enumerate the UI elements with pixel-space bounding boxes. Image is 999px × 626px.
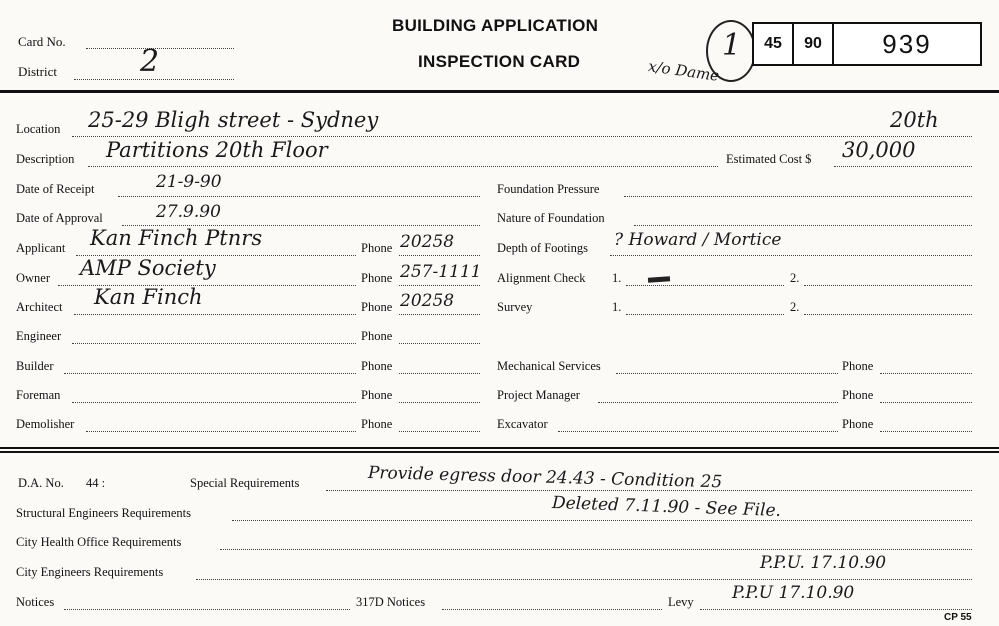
levy-line — [700, 609, 972, 610]
foreman-label: Foreman — [16, 388, 61, 402]
nature-foundation-line — [634, 225, 972, 226]
district-line — [74, 79, 234, 80]
engineer-phone-line — [399, 343, 480, 344]
header-hand-note: x/o Dame — [647, 57, 721, 85]
da-no-value: 44 : — [86, 476, 106, 490]
survey-line-1 — [626, 314, 784, 315]
applicant-phone-line — [399, 255, 480, 256]
floor-note: 20th — [890, 108, 939, 132]
nature-foundation-label: Nature of Foundation — [497, 211, 605, 225]
foreman-phone-line — [399, 402, 480, 403]
builder-phone-label: Phone — [361, 359, 393, 373]
demolisher-label: Demolisher — [16, 417, 75, 431]
architect-phone-label: Phone — [361, 300, 393, 314]
date-approval-label: Date of Approval — [16, 211, 103, 225]
estimated-cost-label: Estimated Cost $ — [726, 152, 812, 166]
city-eng-value: P.P.U. 17.10.90 — [760, 553, 887, 573]
owner-phone-value: 257-1111 — [400, 262, 482, 282]
depth-footings-value: ? Howard / Mortice — [614, 230, 782, 250]
date-approval-value: 27.9.90 — [156, 202, 221, 222]
owner-value: AMP Society — [80, 256, 216, 280]
project-manager-phone-label: Phone — [842, 388, 874, 402]
applicant-label: Applicant — [16, 241, 66, 255]
survey-label: Survey — [497, 300, 533, 314]
depth-footings-line — [610, 255, 972, 256]
card-number-box — [752, 22, 982, 66]
bottom-divider-2 — [0, 451, 999, 453]
form-code: CP 55 — [944, 612, 972, 623]
levy-label: Levy — [668, 595, 694, 609]
header-divider — [0, 90, 999, 93]
structural-line — [232, 520, 972, 521]
alignment-line-2 — [804, 285, 972, 286]
demolisher-line — [86, 431, 356, 432]
demolisher-phone-label: Phone — [361, 417, 393, 431]
alignment-check-label: Alignment Check — [497, 271, 586, 285]
alignment-item-1: 1. — [612, 271, 622, 285]
card-no-line — [86, 48, 234, 49]
owner-label: Owner — [16, 271, 51, 285]
engineer-phone-label: Phone — [361, 329, 393, 343]
project-manager-line — [598, 402, 838, 403]
applicant-value: Kan Finch Ptnrs — [90, 226, 263, 250]
foundation-pressure-label: Foundation Pressure — [497, 182, 600, 196]
structural-value: Deleted 7.11.90 - See File. — [551, 493, 782, 521]
engineer-label: Engineer — [16, 329, 62, 343]
excavator-phone-label: Phone — [842, 417, 874, 431]
location-label: Location — [16, 122, 61, 136]
project-manager-phone-line — [880, 402, 972, 403]
excavator-line — [558, 431, 838, 432]
title-line1: BUILDING APPLICATION — [392, 16, 599, 35]
alignment-item-2: 2. — [790, 271, 800, 285]
mechanical-services-phone-label: Phone — [842, 359, 874, 373]
bottom-divider-1 — [0, 447, 999, 449]
notices-317d-label: 317D Notices — [356, 595, 426, 609]
builder-label: Builder — [16, 359, 54, 373]
excavator-phone-line — [880, 431, 972, 432]
city-eng-label: City Engineers Requirements — [16, 565, 164, 579]
engineer-line — [72, 343, 356, 344]
health-label: City Health Office Requirements — [16, 535, 182, 549]
mechanical-services-label: Mechanical Services — [497, 359, 601, 373]
date-receipt-line — [118, 196, 480, 197]
survey-item-1: 1. — [612, 300, 622, 314]
alignment-line-1 — [626, 285, 784, 286]
location-value: 25-29 Bligh street - Sydney — [88, 108, 379, 132]
architect-phone-value: 20258 — [400, 291, 455, 311]
description-label: Description — [16, 152, 75, 166]
description-value: Partitions 20th Floor — [106, 138, 328, 162]
date-receipt-value: 21-9-90 — [156, 172, 222, 192]
mechanical-services-line — [616, 373, 838, 374]
foreman-phone-label: Phone — [361, 388, 393, 402]
foreman-line — [72, 402, 356, 403]
depth-footings-label: Depth of Footings — [497, 241, 588, 255]
city-eng-line — [196, 579, 972, 580]
district-value: 2 — [140, 44, 160, 79]
description-line — [88, 166, 718, 167]
architect-value: Kan Finch — [94, 285, 203, 309]
box-cell-3: 939 — [882, 28, 932, 59]
demolisher-phone-line — [399, 431, 480, 432]
architect-label: Architect — [16, 300, 63, 314]
notices-317d-line — [442, 609, 662, 610]
architect-line — [74, 314, 356, 315]
owner-phone-line — [399, 285, 480, 286]
applicant-phone-value: 20258 — [400, 232, 455, 252]
survey-item-2: 2. — [790, 300, 800, 314]
da-no-label: D.A. No. — [18, 476, 64, 490]
foundation-pressure-line — [624, 196, 972, 197]
architect-phone-line — [399, 314, 480, 315]
applicant-phone-label: Phone — [361, 241, 393, 255]
excavator-label: Excavator — [497, 417, 548, 431]
notices-label: Notices — [16, 595, 55, 609]
special-req-label: Special Requirements — [190, 476, 300, 490]
alignment-scribble — [648, 276, 670, 283]
builder-line — [64, 373, 356, 374]
box-cell-2: 90 — [804, 35, 822, 52]
estimated-cost-line — [834, 166, 972, 167]
mechanical-services-phone-line — [880, 373, 972, 374]
builder-phone-line — [399, 373, 480, 374]
card-no-label: Card No. — [18, 34, 66, 49]
special-req-value: Provide egress door 24.43 - Condition 25 — [367, 463, 723, 493]
owner-phone-label: Phone — [361, 271, 393, 285]
health-line — [220, 549, 972, 550]
circled-mark-value: 1 — [722, 28, 742, 63]
location-line — [72, 136, 972, 137]
structural-label: Structural Engineers Requirements — [16, 506, 191, 520]
title-line2: INSPECTION CARD — [418, 52, 581, 71]
notices-line — [64, 609, 350, 610]
project-manager-label: Project Manager — [497, 388, 580, 402]
district-label: District — [18, 64, 57, 79]
levy-value: P.P.U 17.10.90 — [732, 583, 855, 603]
date-receipt-label: Date of Receipt — [16, 182, 95, 196]
box-cell-1: 45 — [764, 35, 782, 52]
survey-line-2 — [804, 314, 972, 315]
estimated-cost-value: 30,000 — [842, 138, 916, 162]
